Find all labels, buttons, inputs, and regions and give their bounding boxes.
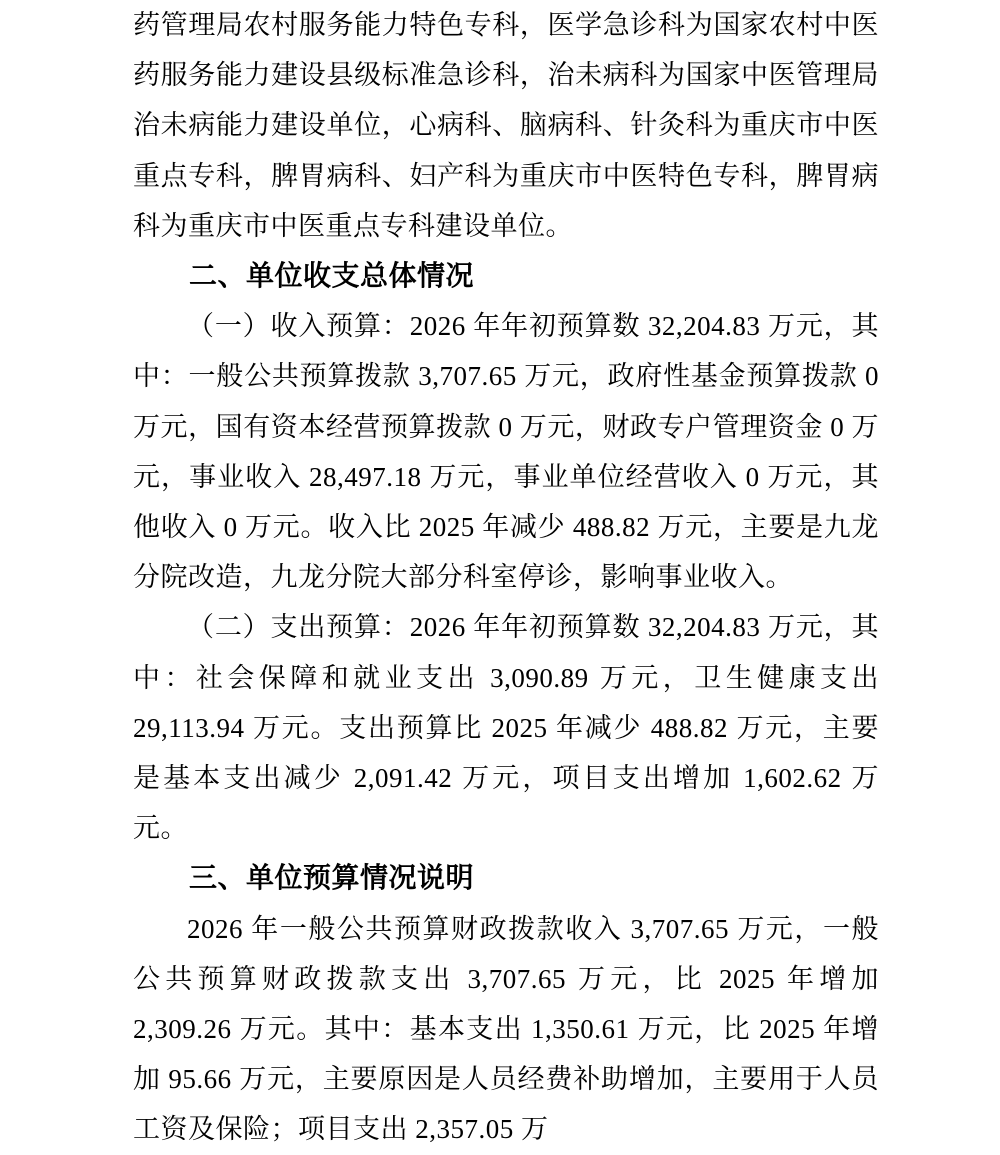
section-heading-income-expenditure-overview: 二、单位收支总体情况 <box>189 260 475 292</box>
paragraph-expenditure-budget: （二）支出预算：2026 年年初预算数 32,204.83 万元，其中：社会保障和就业支出 3,090.89 万元，卫生健康支出 29,113.94 万元。支出预算比 2025 年减少 488.82 万元，主要是基本支出减少 2,091.42 万元，项目支出增加 1,602.62 万元。 <box>133 612 879 844</box>
paragraph-fiscal-allocation: 2026 年一般公共预算财政拨款收入 3,707.65 万元，一般公共预算财政拨款支出 3,707.65 万元，比 2025 年增加 2,309.26 万元。其中：基本支出 1,350.61 万元，比 2025 年增加 95.66 万元，主要原因是人员经费补助增加，主要用于人员工资及保险；项目支出 2,357.05 万 <box>133 913 879 1145</box>
paragraph-specialty-continuation: 药管理局农村服务能力特色专科，医学急诊科为国家农村中医药服务能力建设县级标准急诊科，治未病科为国家中医管理局治未病能力建设单位，心病科、脑病科、针灸科为重庆市中医重点专科，脾胃病科、妇产科为重庆市中医特色专科，脾胃病科为重庆市中医重点专科建设单位。 <box>133 10 879 241</box>
section-heading-budget-explanation: 三、单位预算情况说明 <box>189 862 475 894</box>
paragraph-income-budget: （一）收入预算：2026 年年初预算数 32,204.83 万元，其中：一般公共预算拨款 3,707.65 万元，政府性基金预算拨款 0 万元，国有资本经营预算拨款 0 万元，财政专户管理资金 0 万元，事业收入 28,497.18 万元，事业单位经营收入 0 万元，其他收入 0 万元。收入比 2025 年减少 488.82 万元，主要是九龙分院改造，九龙分院大部分科室停诊，影响事业收入。 <box>133 311 879 593</box>
